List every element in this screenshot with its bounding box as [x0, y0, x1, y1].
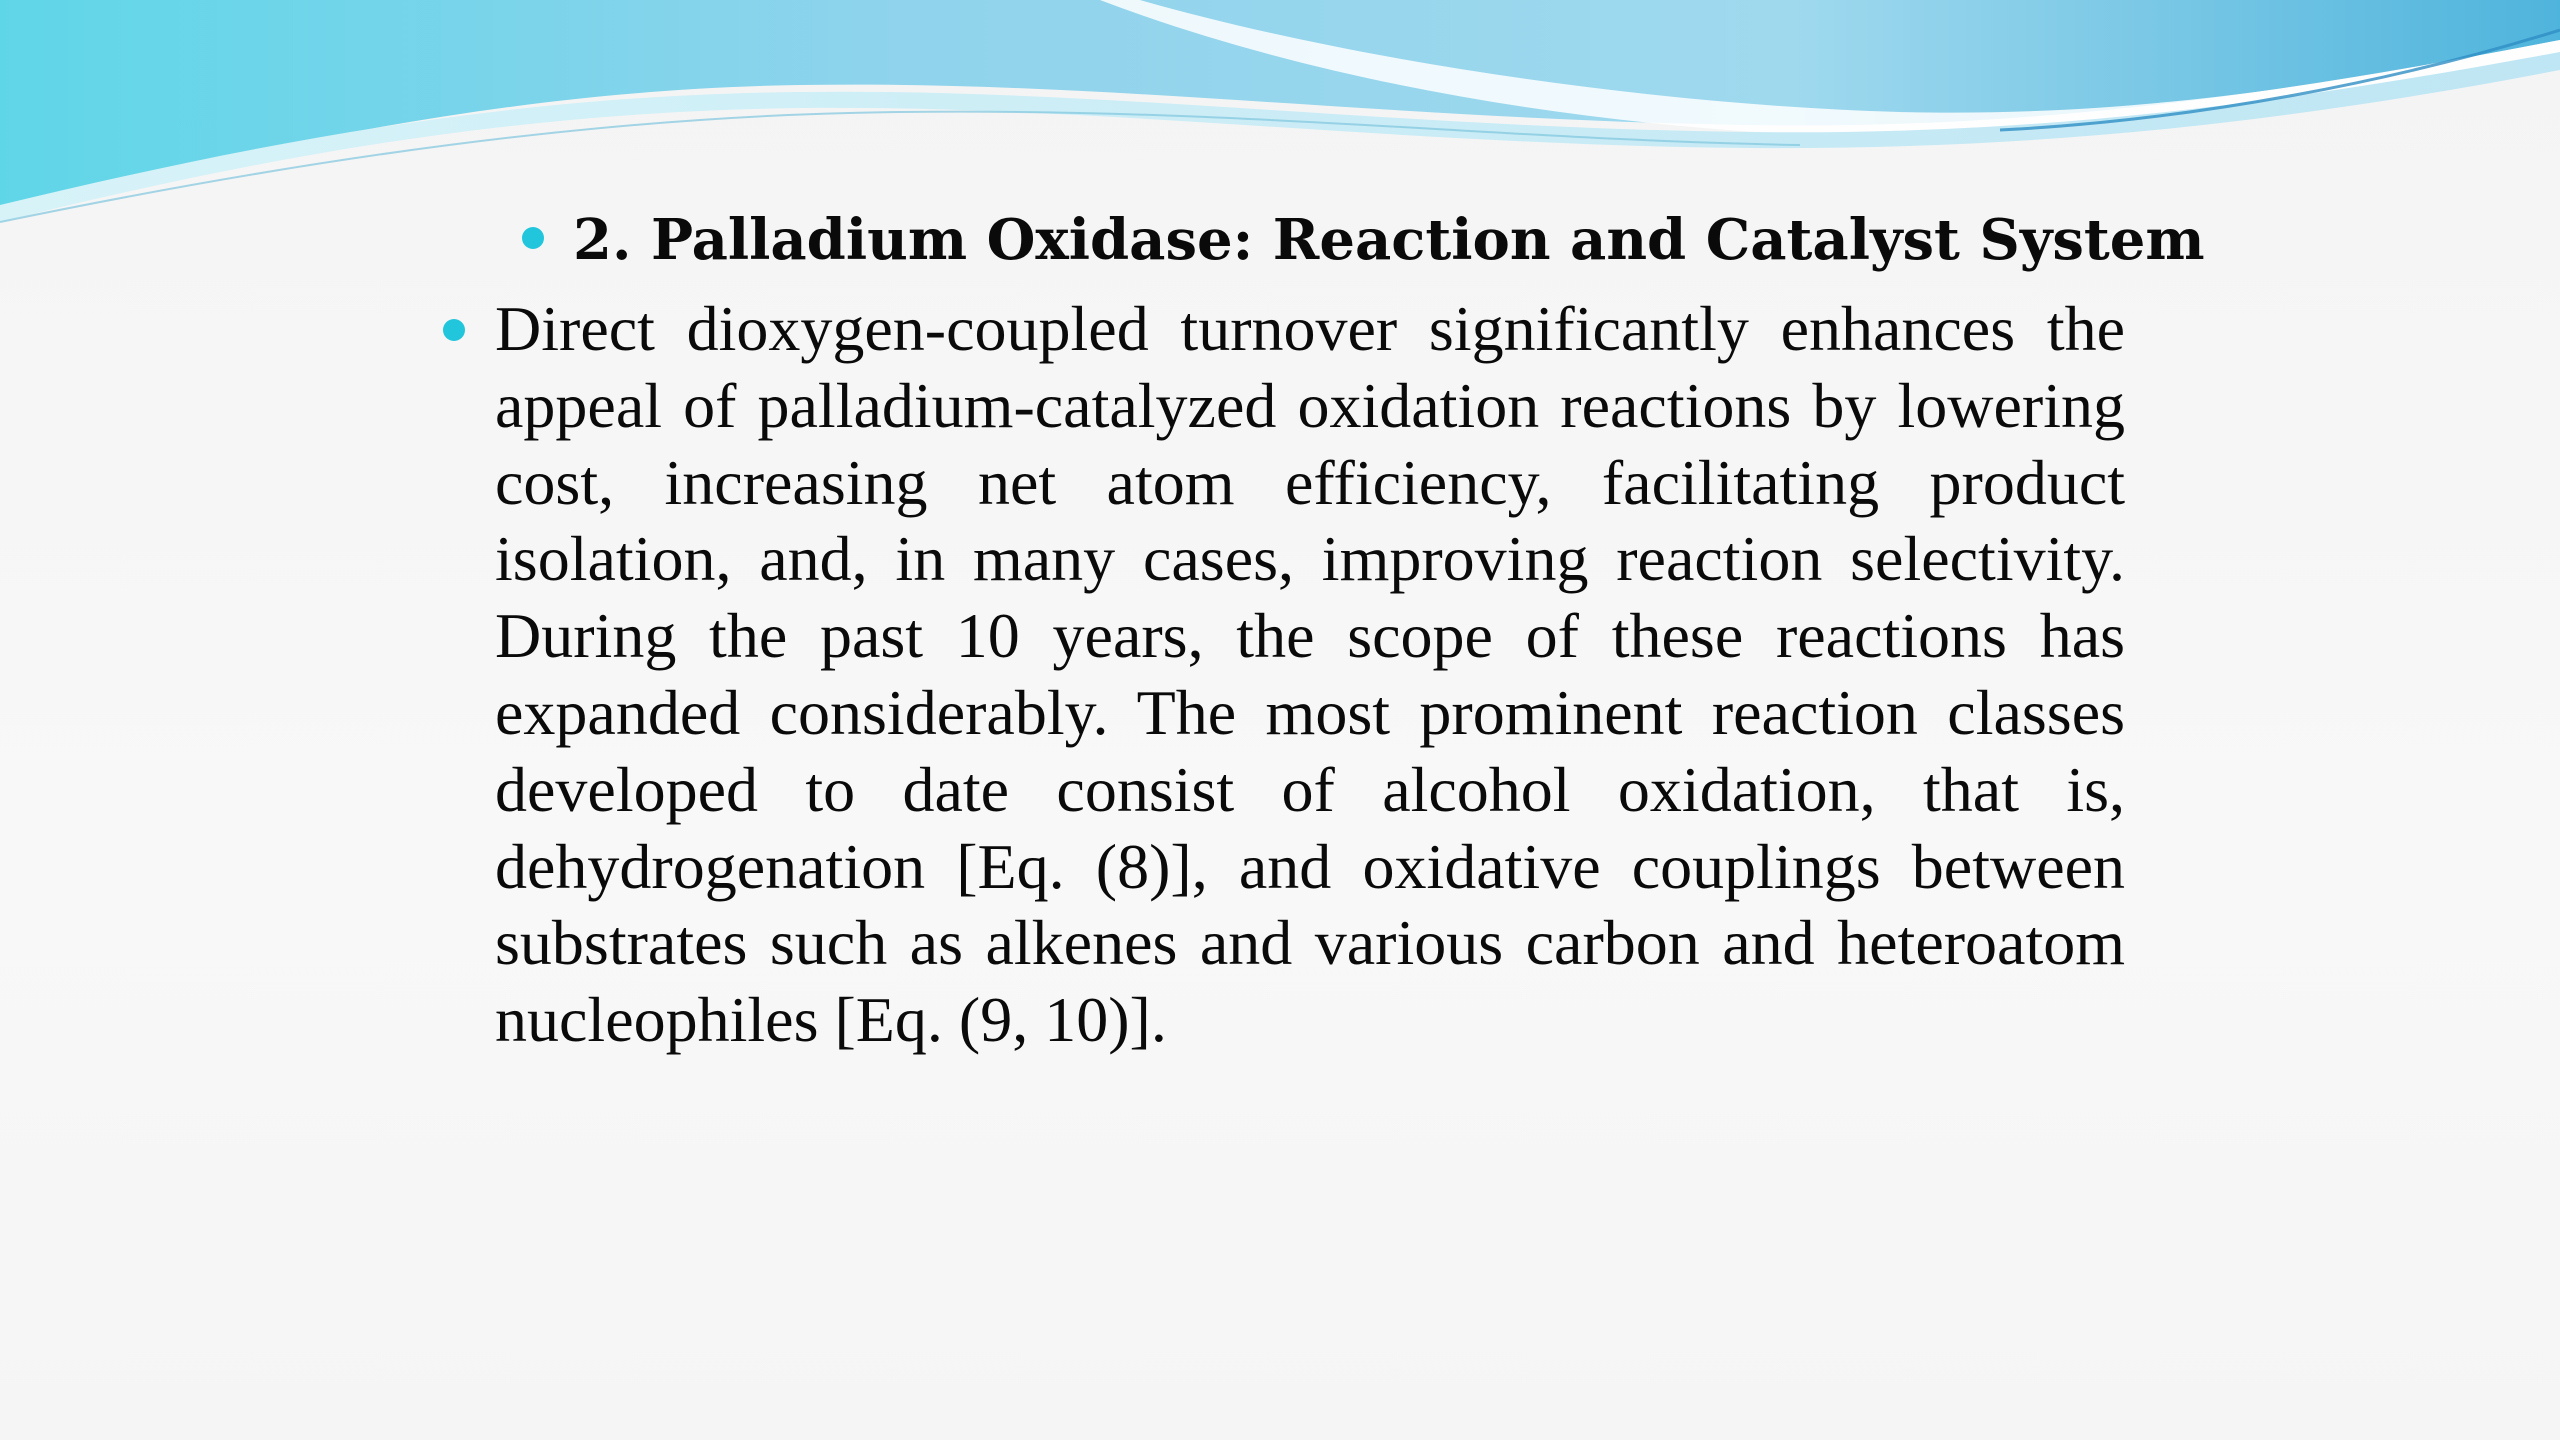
body-bullet-icon [443, 319, 465, 341]
heading-bullet-icon [522, 227, 544, 249]
body-paragraph: Direct dioxygen-coupled turnover significantly enhances the appeal of palladium-catalyzed oxidation reactions by lowering cost, increasing net atom efficiency, facilitating product isolation, and, in many cases, improving reaction selectivity. During the past 10 years, the scope of these reactions has expanded considerably. The most prominent reaction classes developed to date consist of alcohol oxidation, that is, dehydrogenation [Eq. (8)], and oxidative couplings between substrates such as alkenes and various carbon and heteroatom nucleophiles [Eq. (9, 10)]. [495, 293, 2125, 1056]
slide-heading: 2. Palladium Oxidase: Reaction and Catalyst System [573, 207, 2205, 273]
